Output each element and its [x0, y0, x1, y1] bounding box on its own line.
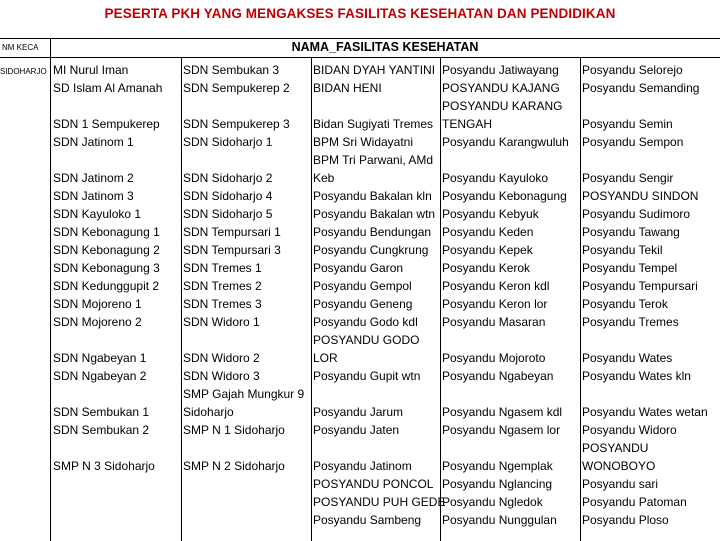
table-cell: SDN Jatinom 2 — [53, 171, 134, 185]
table-cell: Posyandu Wates wetan — [582, 405, 708, 419]
table-cell: Posyandu Tempursari — [582, 279, 698, 293]
table-cell: SDN Kebonagung 2 — [53, 243, 160, 257]
table-cell: Posyandu Jarum — [313, 405, 404, 419]
table-cell: Posyandu Keron lor — [442, 297, 548, 311]
table-cell: SDN Kebonagung 3 — [53, 261, 160, 275]
table-cell: Posyandu Widoro — [582, 423, 677, 437]
table-cell: Posyandu Kebonagung — [442, 189, 567, 203]
table-cell: SDN Tremes 3 — [183, 297, 262, 311]
table-cell: Posyandu sari — [582, 477, 659, 491]
table-cell: Posyandu Kepek — [442, 243, 533, 257]
table-cell: Posyandu Ngledok — [442, 495, 543, 509]
table-cell: Posyandu Sambeng — [313, 513, 422, 527]
data-table — [0, 38, 720, 541]
table-cell: Posyandu Kayuloko — [442, 171, 549, 185]
table-cell: Posyandu Cungkrung — [313, 243, 429, 257]
table-cell: SDN Tempursari 3 — [183, 243, 281, 257]
table-cell: Posyandu Mojoroto — [442, 351, 546, 365]
table-cell: SDN Widoro 1 — [183, 315, 260, 329]
table-cell: Posyandu Nunggulan — [442, 513, 557, 527]
table-cell: SDN Jatinom 3 — [53, 189, 134, 203]
table-cell: SDN Sempukerep 3 — [183, 117, 290, 131]
table-cell: Posyandu Tremes — [582, 315, 679, 329]
table-cell: Posyandu Ngasem kdl — [442, 405, 563, 419]
table-cell: Posyandu Jatinom — [313, 459, 412, 473]
kecamatan-column — [0, 39, 51, 541]
table-cell: SDN Kedunggupit 2 — [53, 279, 160, 293]
kecamatan-value: SIDOHARJO — [0, 67, 47, 76]
column-separator — [580, 57, 581, 541]
table-cell: SDN Jatinom 1 — [53, 135, 134, 149]
table-cell: Posyandu Karangwuluh — [442, 135, 569, 149]
table-cell: SDN Sidoharjo 4 — [183, 189, 273, 203]
header-fasilitas: NAMA_FASILITAS KESEHATAN — [291, 40, 479, 54]
table-cell: SDN Mojoreno 2 — [53, 315, 142, 329]
table-cell: SMP N 3 Sidoharjo — [53, 459, 155, 473]
table-cell: SDN Tremes 2 — [183, 279, 262, 293]
table-cell: Posyandu Ploso — [582, 513, 669, 527]
table-cell: SMP N 1 Sidoharjo — [183, 423, 285, 437]
table-cell: Posyandu Geneng — [313, 297, 413, 311]
table-cell: BPM Sri Widayatni — [313, 135, 414, 149]
header-kecamatan: NM KECA — [2, 43, 39, 52]
table-cell: Posyandu Masaran — [442, 315, 546, 329]
header-divider — [0, 57, 720, 58]
table-cell: Posyandu Gempol — [313, 279, 412, 293]
table-cell: Bidan Sugiyati Tremes — [313, 117, 434, 131]
table-cell: SDN Sembukan 3 — [183, 63, 280, 77]
table-cell: SDN Kayuloko 1 — [53, 207, 142, 221]
table-cell: SDN Ngabeyan 2 — [53, 369, 147, 383]
table-cell: Posyandu Nglancing — [442, 477, 553, 491]
table-cell: Posyandu Sudimoro — [582, 207, 691, 221]
column-separator — [181, 57, 182, 541]
table-cell: Posyandu Sempon — [582, 135, 684, 149]
table-cell: Posyandu Gupit wtn — [313, 369, 421, 383]
table-cell: SMP N 2 Sidoharjo — [183, 459, 285, 473]
column-separator — [311, 57, 312, 541]
table-cell: LOR — [313, 351, 338, 365]
table-cell: Posyandu Bendungan — [313, 225, 432, 239]
table-cell: SDN 1 Sempukerep — [53, 117, 160, 131]
table-cell: Sidoharjo — [183, 405, 234, 419]
table-cell: Posyandu Bakalan wtn — [313, 207, 436, 221]
table-cell: Posyandu Semin — [582, 117, 673, 131]
table-cell: SDN Ngabeyan 1 — [53, 351, 147, 365]
table-cell: SDN Sidoharjo 1 — [183, 135, 273, 149]
table-cell: SD Islam Al Amanah — [53, 81, 163, 95]
table-cell: SDN Sempukerep 2 — [183, 81, 290, 95]
table-cell: Posyandu Kebyuk — [442, 207, 539, 221]
table-cell: Posyandu Kerok — [442, 261, 531, 275]
table-cell: POSYANDU KARANG — [442, 99, 563, 113]
table-cell: SDN Sembukan 1 — [53, 405, 150, 419]
table-cell: Posyandu Jaten — [313, 423, 400, 437]
table-cell: POSYANDU SINDON — [582, 189, 699, 203]
page-title: PESERTA PKH YANG MENGAKSES FASILITAS KESEHATAN DAN PENDIDIKAN — [104, 6, 616, 21]
table-cell: Posyandu Garon — [313, 261, 404, 275]
table-cell: BPM Tri Parwani, AMd — [313, 153, 434, 167]
table-cell: Posyandu Ngasem lor — [442, 423, 561, 437]
table-cell: SDN Kebonagung 1 — [53, 225, 160, 239]
table-cell: Posyandu Tekil — [582, 243, 663, 257]
table-cell: POSYANDU — [582, 441, 649, 455]
table-cell: MI Nurul Iman — [53, 63, 129, 77]
table-cell: Posyandu Patoman — [582, 495, 687, 509]
table-cell: Posyandu Tempel — [582, 261, 678, 275]
table-cell: Posyandu Ngabeyan — [442, 369, 554, 383]
column-separator — [440, 57, 441, 541]
table-cell: WONOBOYO — [582, 459, 656, 473]
table-cell: BIDAN HENI — [313, 81, 382, 95]
table-cell: Posyandu Ngemplak — [442, 459, 553, 473]
table-cell: SMP Gajah Mungkur 9 — [183, 387, 305, 401]
table-cell: Posyandu Jatiwayang — [442, 63, 559, 77]
table-cell: Posyandu Tawang — [582, 225, 680, 239]
table-cell: Posyandu Keron kdl — [442, 279, 550, 293]
table-cell: SDN Tremes 1 — [183, 261, 262, 275]
table-cell: Posyandu Wates kln — [582, 369, 691, 383]
table-cell: POSYANDU GODO — [313, 333, 420, 347]
table-cell: SDN Mojoreno 1 — [53, 297, 142, 311]
table-cell: Posyandu Semanding — [582, 81, 700, 95]
table-cell: Posyandu Godo kdl — [313, 315, 418, 329]
table-cell: Posyandu Wates — [582, 351, 673, 365]
table-cell: Posyandu Keden — [442, 225, 534, 239]
table-cell: SDN Widoro 3 — [183, 369, 260, 383]
table-cell: Posyandu Selorejo — [582, 63, 683, 77]
table-cell: SDN Sidoharjo 5 — [183, 207, 273, 221]
table-cell: BIDAN DYAH YANTINI — [313, 63, 436, 77]
table-cell: POSYANDU KAJANG — [442, 81, 560, 95]
table-cell: Posyandu Bakalan kln — [313, 189, 432, 203]
table-cell: SDN Sidoharjo 2 — [183, 171, 273, 185]
table-cell: Posyandu Terok — [582, 297, 668, 311]
table-cell: TENGAH — [442, 117, 493, 131]
table-cell: POSYANDU PONCOL — [313, 477, 434, 491]
table-cell: SDN Sembukan 2 — [53, 423, 150, 437]
table-cell: POSYANDU PUH GEDE — [313, 495, 446, 509]
table-cell: Keb — [313, 171, 335, 185]
table-cell: SDN Widoro 2 — [183, 351, 260, 365]
table-cell: SDN Tempursari 1 — [183, 225, 281, 239]
table-cell: Posyandu Sengir — [582, 171, 674, 185]
